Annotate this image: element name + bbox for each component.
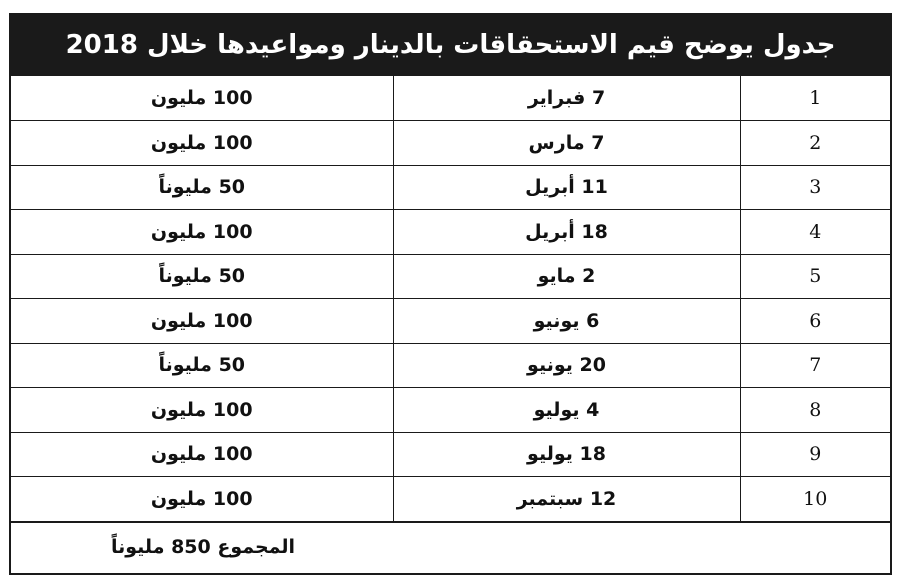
due-amount: 50 مليوناً bbox=[11, 343, 393, 388]
table-row bbox=[11, 388, 890, 433]
due-date: 6 يونيو bbox=[393, 299, 740, 344]
dues-table bbox=[9, 13, 892, 575]
due-date: 12 سبتمبر bbox=[393, 477, 740, 522]
table-row bbox=[11, 432, 890, 477]
row-number: 7 bbox=[740, 343, 890, 388]
due-amount: 50 مليوناً bbox=[11, 165, 393, 210]
due-amount: 100 مليون bbox=[11, 76, 393, 121]
row-number: 10 bbox=[740, 477, 890, 522]
due-amount: 50 مليوناً bbox=[11, 254, 393, 299]
due-amount: 100 مليون bbox=[11, 121, 393, 166]
due-date: 4 يوليو bbox=[393, 388, 740, 433]
row-number: 8 bbox=[740, 388, 890, 433]
due-date: 20 يونيو bbox=[393, 343, 740, 388]
table-row bbox=[11, 210, 890, 255]
table-title: جدول يوضح قيم الاستحقاقات بالدينار ومواعيدها خلال 2018 bbox=[11, 15, 890, 76]
table-row bbox=[11, 299, 890, 344]
row-number: 5 bbox=[740, 254, 890, 299]
row-number: 1 bbox=[740, 76, 890, 121]
due-date: 18 يوليو bbox=[393, 432, 740, 477]
row-number: 6 bbox=[740, 299, 890, 344]
due-date: 18 أبريل bbox=[393, 210, 740, 255]
total-row bbox=[11, 522, 890, 572]
due-date: 7 فبراير bbox=[393, 76, 740, 121]
row-number: 3 bbox=[740, 165, 890, 210]
due-amount: 100 مليون bbox=[11, 210, 393, 255]
due-date: 7 مارس bbox=[393, 121, 740, 166]
due-amount: 100 مليون bbox=[11, 432, 393, 477]
due-amount: 100 مليون bbox=[11, 477, 393, 522]
row-number: 2 bbox=[740, 121, 890, 166]
row-number: 4 bbox=[740, 210, 890, 255]
table-row bbox=[11, 165, 890, 210]
dues-grid bbox=[11, 76, 890, 522]
table-row bbox=[11, 254, 890, 299]
table-row bbox=[11, 76, 890, 121]
table-row bbox=[11, 343, 890, 388]
due-date: 2 مايو bbox=[393, 254, 740, 299]
total-label: المجموع 850 مليوناً bbox=[111, 536, 296, 558]
row-number: 9 bbox=[740, 432, 890, 477]
table-row bbox=[11, 477, 890, 522]
due-date: 11 أبريل bbox=[393, 165, 740, 210]
due-amount: 100 مليون bbox=[11, 388, 393, 433]
due-amount: 100 مليون bbox=[11, 299, 393, 344]
table-row bbox=[11, 121, 890, 166]
